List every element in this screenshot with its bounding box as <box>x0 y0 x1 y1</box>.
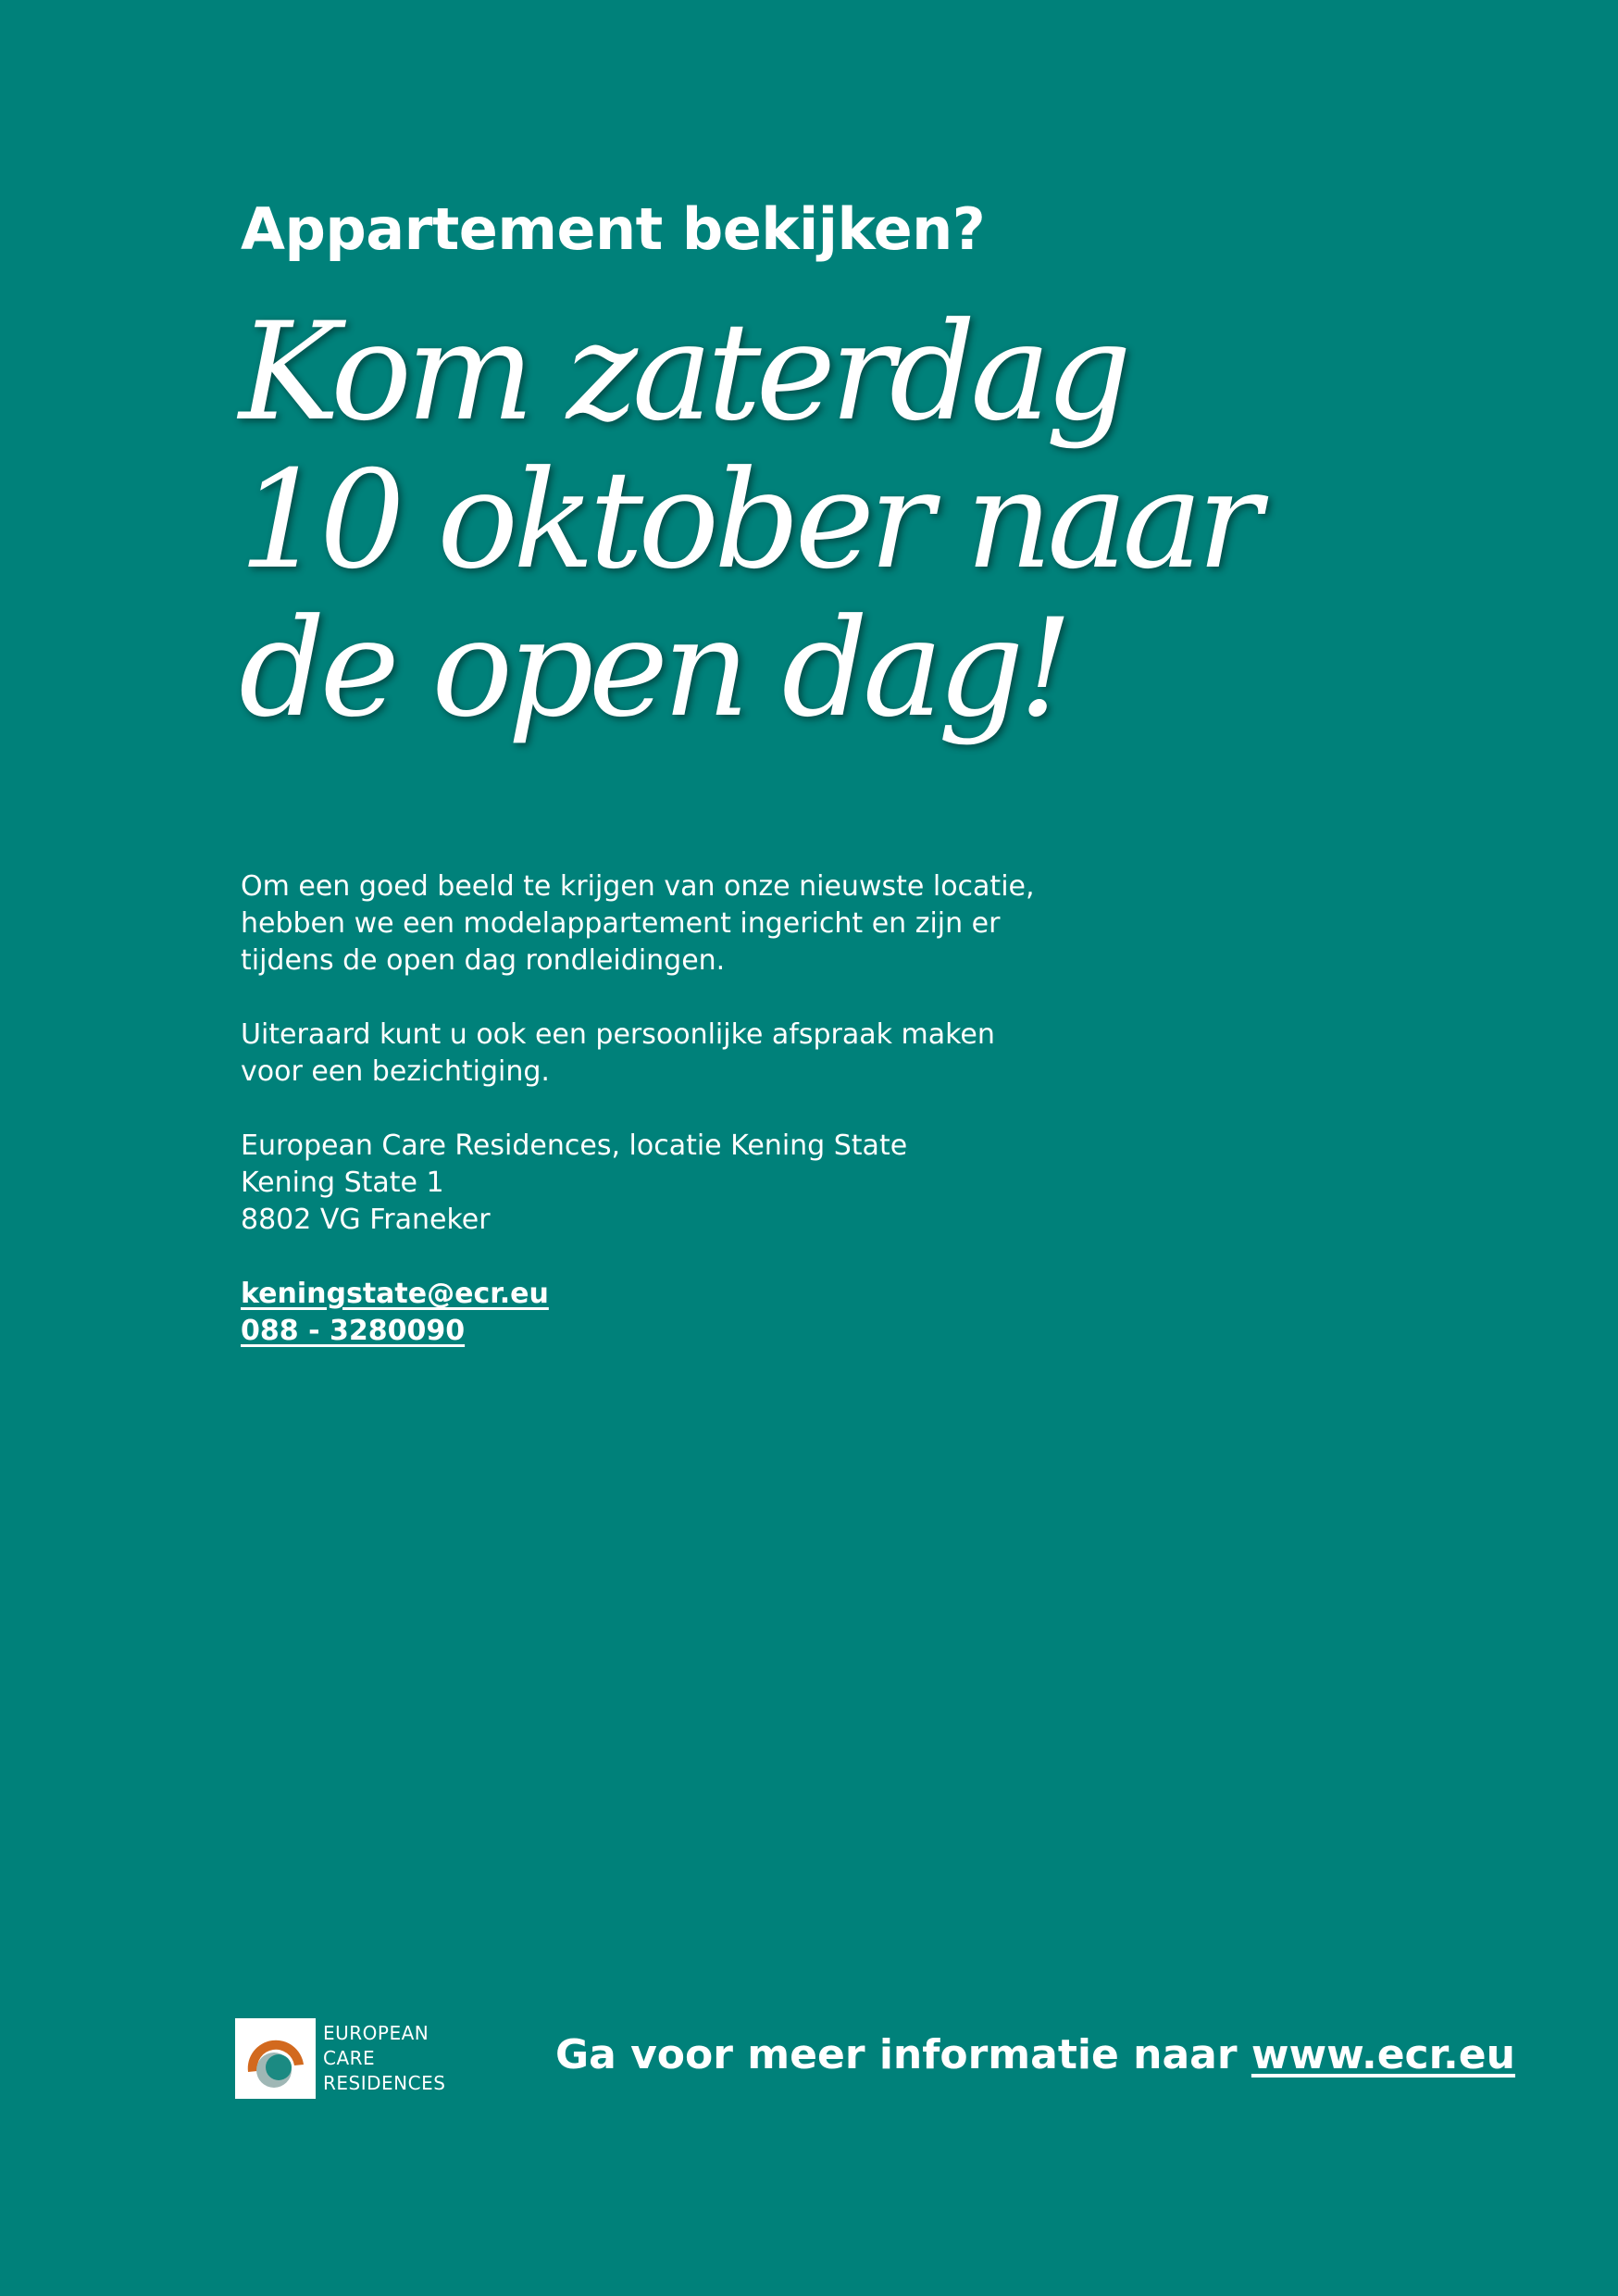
headline-line-2: 10 oktober naar <box>239 442 1257 599</box>
address-line-3: 8802 VG Franeker <box>241 1204 491 1236</box>
website-link[interactable]: www.ecr.eu <box>1251 2031 1515 2078</box>
logo-mark <box>235 2018 316 2099</box>
logo-line-3: RESIDENCES <box>323 2072 446 2094</box>
body-text <box>241 868 1074 1350</box>
intro-line-1: Om een goed beeld te krijgen van onze nieuwste locatie, <box>241 870 1035 903</box>
email-link[interactable]: keningstate@ecr.eu <box>241 1278 549 1310</box>
contact-block <box>241 1276 1074 1350</box>
appointment-line-2: voor een bezichtiging. <box>241 1055 550 1088</box>
address-line-1: European Care Residences, locatie Kening State <box>241 1129 908 1162</box>
ecr-logo <box>235 2018 445 2099</box>
footer-cta <box>555 2028 1515 2083</box>
logo-wordmark <box>323 2021 445 2096</box>
address-line-2: Kening State 1 <box>241 1167 444 1199</box>
appointment-paragraph <box>241 1017 1074 1091</box>
logo-line-2: CARE <box>323 2047 376 2069</box>
address-block <box>241 1128 1074 1239</box>
kicker-heading: Appartement bekijken? <box>241 195 986 263</box>
footer-cta-text: Ga voor meer informatie naar <box>555 2031 1251 2078</box>
intro-line-3: tijdens de open dag rondleidingen. <box>241 944 726 977</box>
headline-line-3: de open dag! <box>239 590 1068 747</box>
appointment-line-1: Uiteraard kunt u ook een persoonlijke afspraak maken <box>241 1018 995 1051</box>
phone-link[interactable]: 088 - 3280090 <box>241 1315 466 1347</box>
headline-line-1: Kom zaterdag <box>239 293 1126 451</box>
logo-line-1: EUROPEAN <box>323 2022 429 2044</box>
headline <box>239 293 1442 747</box>
intro-line-2: hebben we een modelappartement ingericht en zijn er <box>241 907 1001 940</box>
intro-paragraph <box>241 868 1074 980</box>
logo-mark-icon <box>235 2018 316 2099</box>
